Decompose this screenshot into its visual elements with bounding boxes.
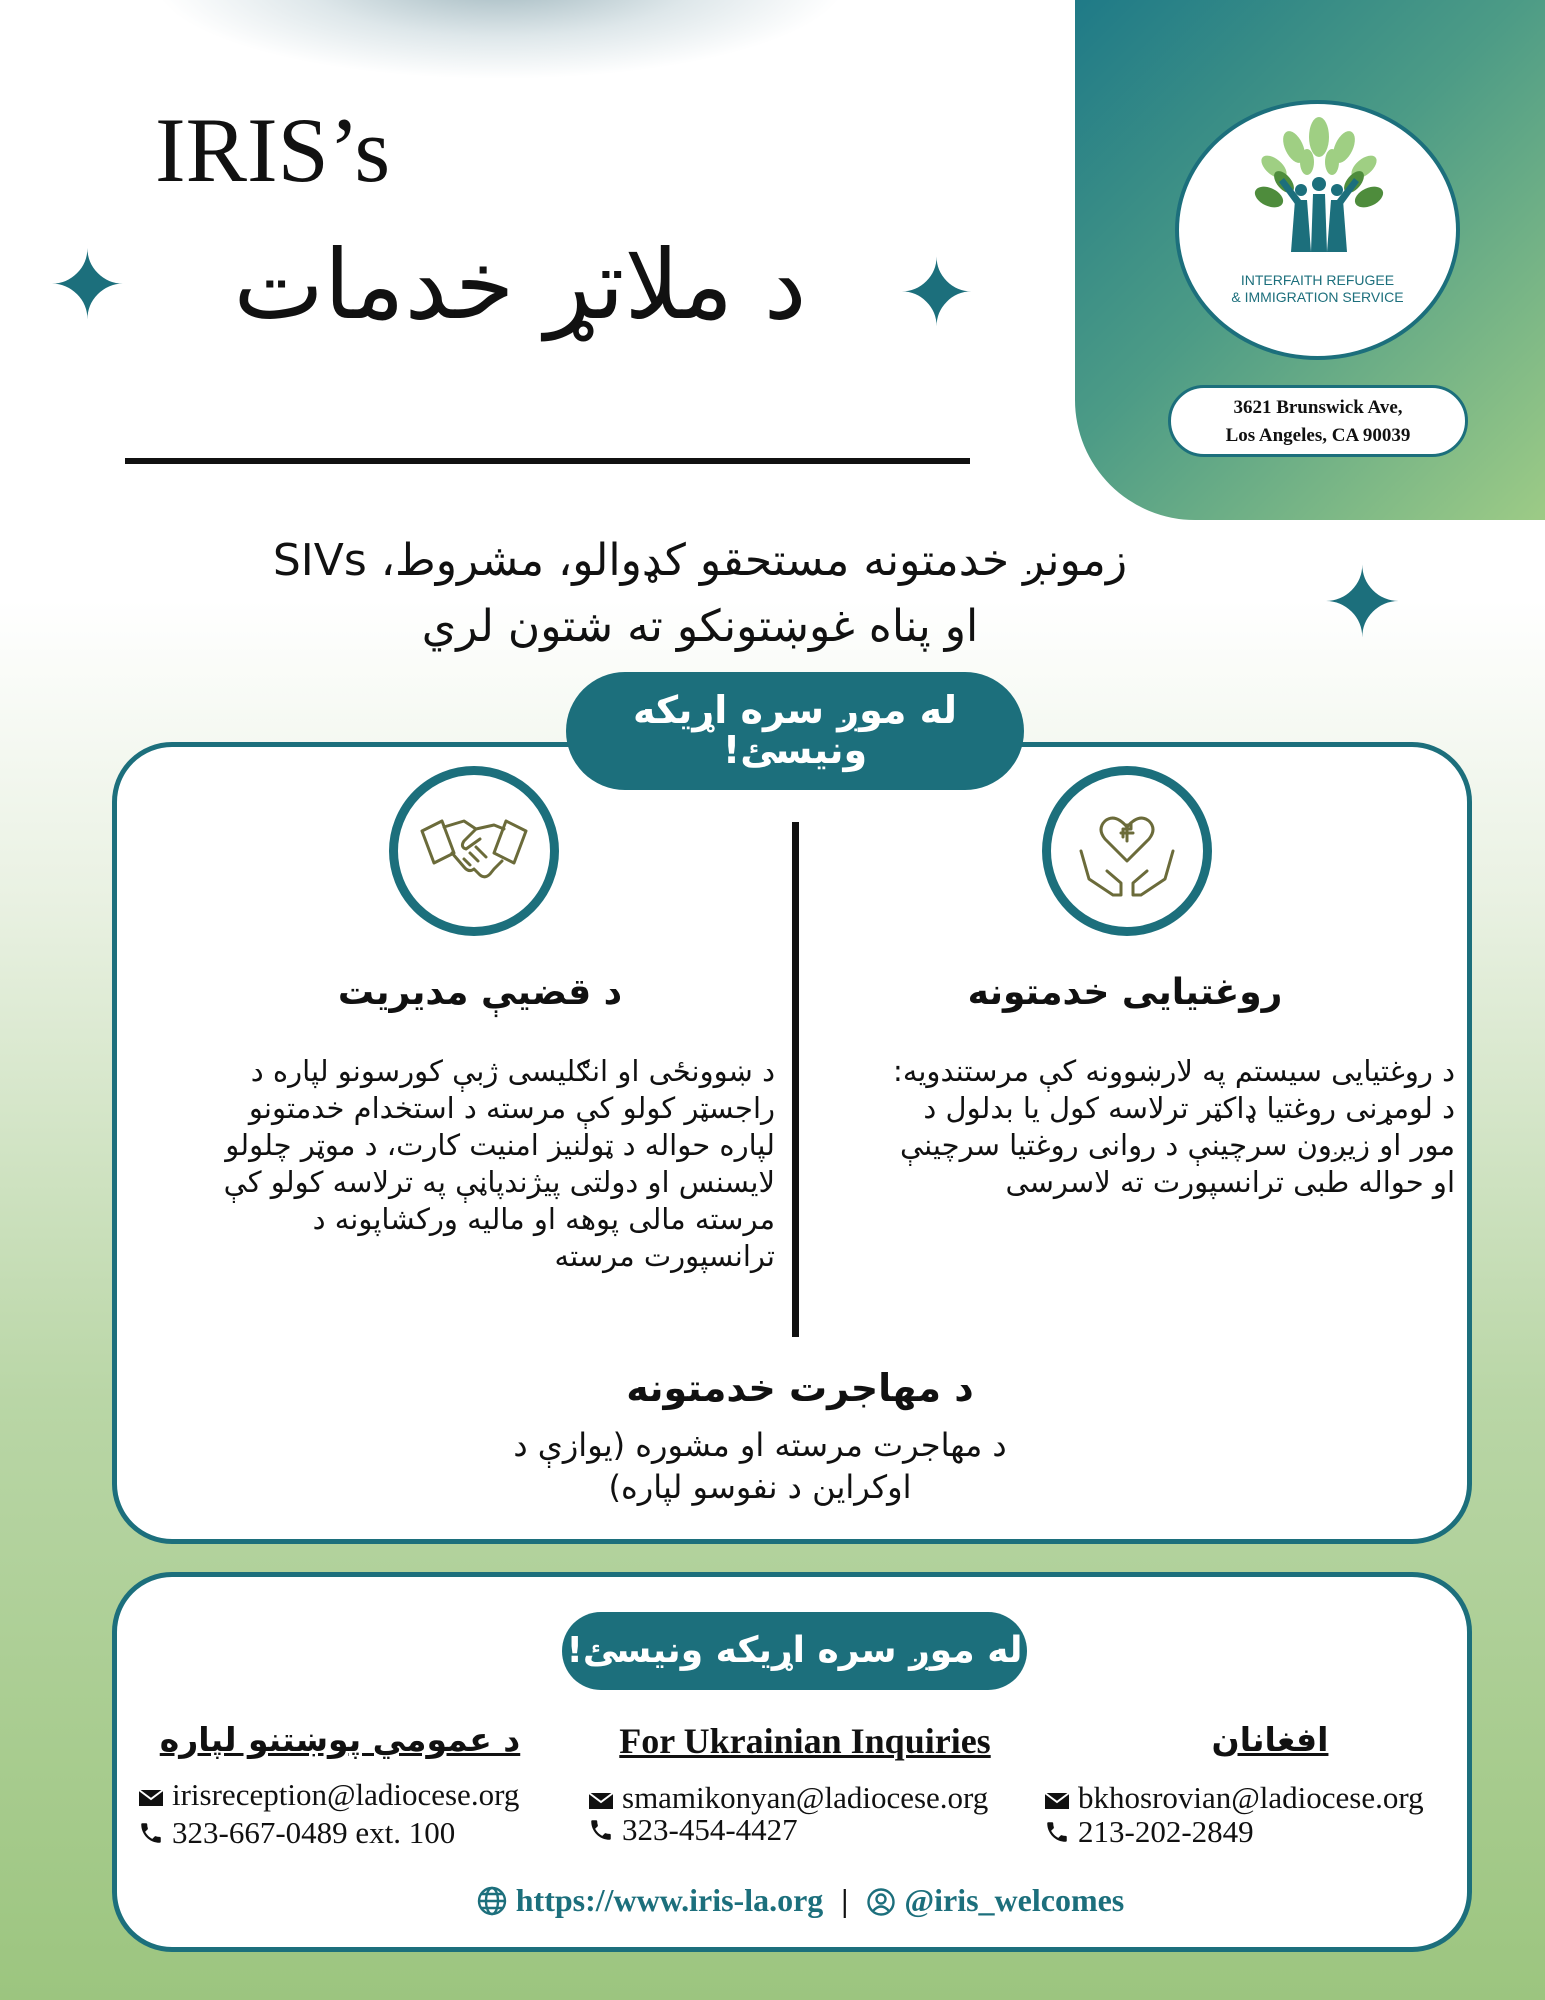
footer-links xyxy=(420,1882,1180,1919)
general-phone[interactable] xyxy=(138,1816,455,1850)
user-circle-icon xyxy=(866,1887,896,1917)
text-line: او حواله طبی ترانسپورت ته لاسرسی xyxy=(1005,1165,1455,1199)
mail-icon xyxy=(1044,1791,1070,1811)
health-description xyxy=(820,1053,1455,1201)
ukrainian-email[interactable] xyxy=(588,1781,988,1815)
logo-text xyxy=(1179,272,1456,306)
text-line: د ښوونځی او انګلیسی ژبې کورسونو لپاره د xyxy=(250,1054,775,1088)
column-divider xyxy=(792,822,799,1337)
general-email-text[interactable]: irisreception@ladiocese.org xyxy=(172,1777,520,1812)
phone-icon xyxy=(588,1817,614,1843)
contact-badge: له موږ سره اړیکه ونیسئ! xyxy=(562,1612,1027,1690)
text-line: د روغتیایی سیستم په لارښوونه کې مرستندویه: xyxy=(893,1054,1455,1088)
social-handle[interactable]: @iris_welcomes xyxy=(904,1882,1125,1918)
case-management-icon-circle xyxy=(389,766,559,936)
general-inquiries-title: د عمومي پوښتنو لپاره xyxy=(159,1720,521,1759)
globe-icon xyxy=(476,1885,508,1917)
text-line: د لومړنی روغتیا ډاکټر ترلاسه کول یا بدلول د xyxy=(923,1091,1455,1125)
ukrainian-email-text[interactable]: smamikonyan@ladiocese.org xyxy=(622,1780,989,1815)
mail-icon xyxy=(588,1791,614,1811)
page-title: د ملاتړ خدمات xyxy=(233,229,807,341)
text-line: راجسټر کولو کې مرسته د استخدام خدمتونو xyxy=(248,1091,775,1125)
subtitle-line1: زمونږ خدمتونه مستحقو کډوالو، مشروط، SIVs xyxy=(272,535,1128,586)
footer-separator: | xyxy=(841,1882,849,1918)
sparkle-icon: ✦ xyxy=(48,232,127,341)
general-phone-text[interactable]: 323-667-0489 ext. 100 xyxy=(172,1815,456,1850)
badge-line2: ونیسئ! xyxy=(722,728,868,772)
immigration-title: د مهاجرت خدمتونه xyxy=(626,1366,974,1410)
website-link[interactable]: https://www.iris-la.org xyxy=(515,1882,824,1918)
logo-line2: & IMMIGRATION SERVICE xyxy=(1231,289,1404,305)
tree-people-icon xyxy=(1229,112,1409,262)
subtitle xyxy=(150,528,1250,660)
mail-icon xyxy=(138,1788,164,1808)
general-email[interactable] xyxy=(138,1778,519,1812)
health-icon-circle xyxy=(1042,766,1212,936)
text-line: مرسته مالی پوهه او مالیه ورکشاپونه د xyxy=(312,1202,775,1236)
health-title: روغتیایی خدمتونه xyxy=(967,972,1283,1013)
handshake-icon xyxy=(414,791,534,911)
contact-us-badge xyxy=(566,672,1024,790)
text-line: مور او زیږون سرچینې د روانی روغتیا سرچینې xyxy=(899,1128,1455,1162)
heart-hands-icon xyxy=(1067,791,1187,911)
phone-icon xyxy=(138,1820,164,1846)
address-line2: Los Angeles, CA 90039 xyxy=(1225,425,1411,446)
afghan-phone[interactable] xyxy=(1044,1815,1254,1849)
ukrainian-phone-text[interactable]: 323-454-4427 xyxy=(622,1812,798,1847)
address-line1: 3621 Brunswick Ave, xyxy=(1233,397,1403,418)
address-badge xyxy=(1168,385,1468,457)
text-line: د مهاجرت مرسته او مشوره (یوازې د xyxy=(513,1426,1007,1464)
afghan-phone-text[interactable]: 213-202-2849 xyxy=(1078,1814,1254,1849)
iris-logo xyxy=(1175,100,1460,360)
text-line: لپاره حواله د ټولنیز امنیت کارت، د موټر چلولو xyxy=(225,1128,775,1162)
ukrainian-inquiries-title: For Ukrainian Inquiries xyxy=(619,1721,991,1761)
org-name: IRIS’s xyxy=(155,99,391,201)
badge-line1: له موږ سره اړیکه xyxy=(633,688,957,732)
case-management-title: د قضیې مدیریت xyxy=(337,972,623,1013)
logo-line1: INTERFAITH REFUGEE xyxy=(1240,272,1395,288)
afghan-inquiries-title: افغانان xyxy=(1211,1720,1329,1759)
background-blob xyxy=(150,0,850,80)
ukrainian-phone[interactable] xyxy=(588,1813,798,1847)
text-line: اوکراین د نفوسو لپاره) xyxy=(608,1468,912,1506)
title-divider xyxy=(125,458,970,464)
sparkle-icon: ✦ xyxy=(1322,547,1403,659)
case-management-description xyxy=(130,1053,775,1275)
text-line: لایسنس او دولتی پیژندپاڼې په ترلاسه کولو کې xyxy=(223,1165,775,1199)
afghan-email-text[interactable]: bkhosrovian@ladiocese.org xyxy=(1078,1780,1424,1815)
afghan-email[interactable] xyxy=(1044,1781,1424,1815)
sparkle-icon: ✦ xyxy=(898,240,976,347)
subtitle-line2: او پناه غوښتونکو ته شتون لري xyxy=(421,601,979,652)
phone-icon xyxy=(1044,1819,1070,1845)
text-line: ترانسپورت مرسته xyxy=(554,1239,775,1273)
immigration-description xyxy=(440,1424,1080,1508)
